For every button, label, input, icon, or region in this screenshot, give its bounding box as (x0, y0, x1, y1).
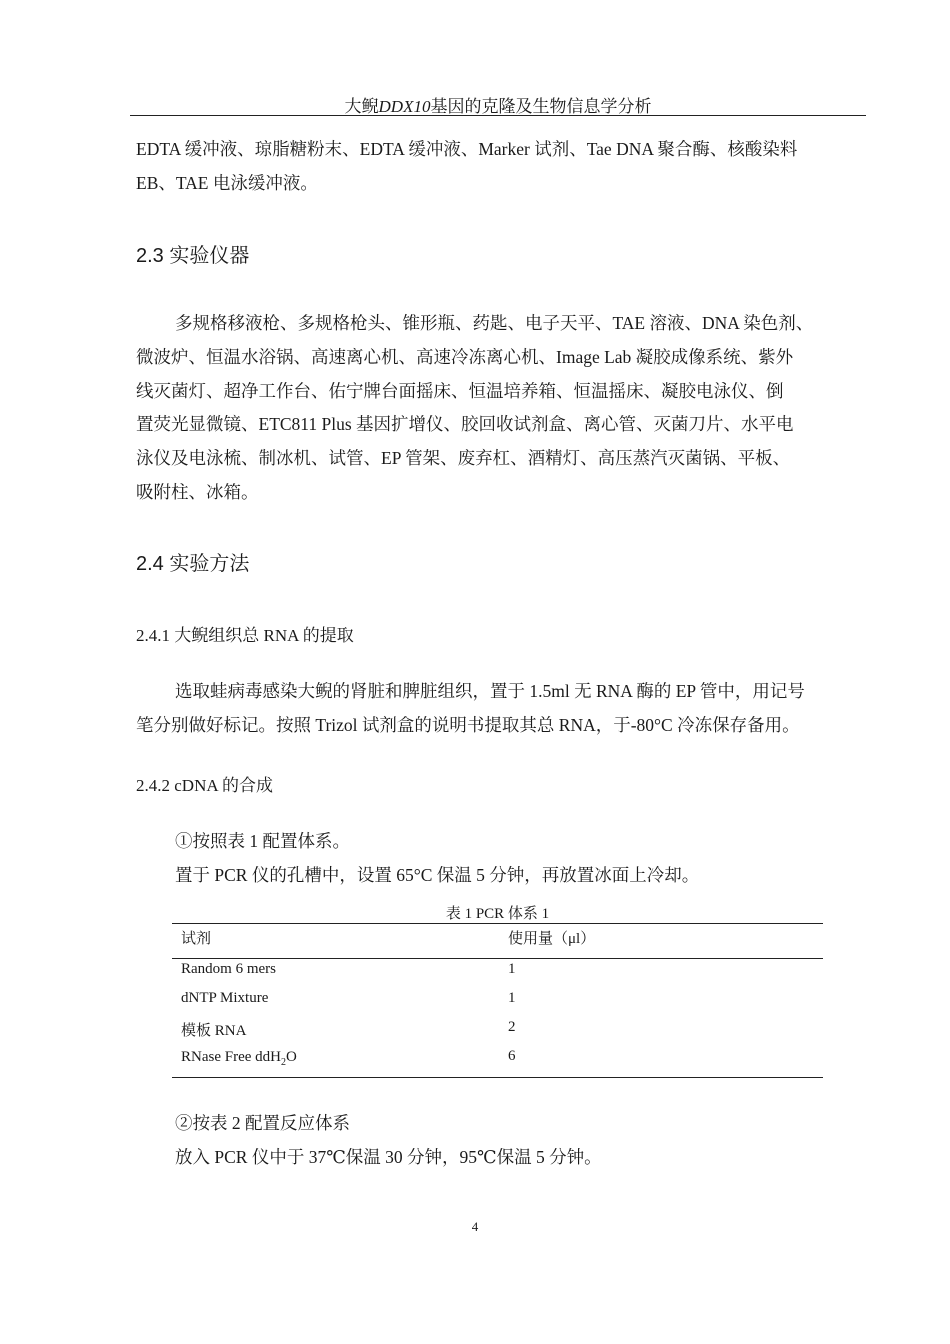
section-title-2-3: 2.3 实验仪器 (136, 245, 250, 267)
table-cell-reagent: 模板 RNA (181, 1023, 247, 1039)
subscript: 2 (280, 1057, 286, 1068)
table-cell-amount: 1 (508, 961, 516, 977)
table-cell-amount: 1 (508, 990, 516, 1006)
rna-line-2: 笔分别做好标记。按照 Trizol 试剂盒的说明书提取其总 RNA，于-80°C 冷冻保存备用。 (136, 715, 800, 735)
instrument-line-3: 线灭菌灯、超净工作台、佑宁牌台面摇床、恒温培养箱、恒温摇床、凝胶电泳仪、倒 (136, 381, 784, 401)
instrument-line-2: 微波炉、恒温水浴锅、高速离心机、高速冷冻离心机、Image Lab 凝胶成像系统、紫外 (136, 347, 794, 367)
table-header-amount: 使用量（μl） (508, 931, 596, 947)
table-cell-reagent: dNTP Mixture (181, 990, 269, 1006)
instrument-line-1: 多规格移液枪、多规格枪头、锥形瓶、药匙、电子天平、TAE 溶液、DNA 染色剂、 (175, 313, 814, 333)
reagent-tail: O (285, 1049, 297, 1065)
page-number: 4 (471, 1219, 479, 1234)
header-rule (130, 115, 866, 116)
header-prefix: 大鲵 (344, 97, 379, 116)
header-gene: DDX10 (378, 97, 431, 116)
table-cell-reagent (181, 1049, 297, 1068)
intro-line-1: EDTA 缓冲液、琼脂糖粉末、EDTA 缓冲液、Marker 试剂、Tae DNA 聚合酶、核酸染料 (136, 139, 798, 159)
rna-line-1: 选取蛙病毒感染大鲵的肾脏和脾脏组织，置于 1.5ml 无 RNA 酶的 EP 管中，用记号 (175, 681, 805, 701)
instrument-line-6: 吸附柱、冰箱。 (136, 482, 259, 502)
running-header (130, 92, 866, 114)
header-suffix: 基因的克隆及生物信息学分析 (430, 97, 652, 116)
section-title-2-4: 2.4 实验方法 (136, 553, 250, 575)
subsection-title-2-4-1: 2.4.1 大鲵组织总 RNA 的提取 (136, 626, 354, 645)
intro-line-2: EB、TAE 电泳缓冲液。 (136, 173, 318, 193)
table-top-rule (172, 923, 823, 924)
table-cell-amount: 2 (508, 1019, 516, 1035)
subsection-title-2-4-2: 2.4.2 cDNA 的合成 (136, 776, 273, 795)
table-header-reagent: 试剂 (181, 931, 212, 947)
table-bottom-rule (172, 1077, 823, 1078)
step-1-desc: 置于 PCR 仪的孔槽中，设置 65°C 保温 5 分钟，再放置冰面上冷却。 (175, 865, 700, 885)
step-2-desc: 放入 PCR 仪中于 37℃保温 30 分钟，95℃保温 5 分钟。 (175, 1147, 602, 1167)
table-cell-amount: 6 (508, 1048, 516, 1064)
table-header-rule (172, 958, 823, 959)
table-caption: 表 1 PCR 体系 1 (445, 906, 550, 922)
step-1: ①按照表 1 配置体系。 (175, 831, 350, 851)
reagent-text: RNase Free ddH (181, 1049, 281, 1065)
instrument-line-4: 置荧光显微镜、ETC811 Plus 基因扩增仪、胶回收试剂盒、离心管、灭菌刀片、水平电 (136, 414, 794, 434)
table-cell-reagent: Random 6 mers (181, 961, 276, 977)
step-2: ②按表 2 配置反应体系 (175, 1113, 350, 1133)
instrument-line-5: 泳仪及电泳梳、制冰机、试管、EP 管架、废弃杠、酒精灯、高压蒸汽灭菌锅、平板、 (136, 448, 791, 468)
